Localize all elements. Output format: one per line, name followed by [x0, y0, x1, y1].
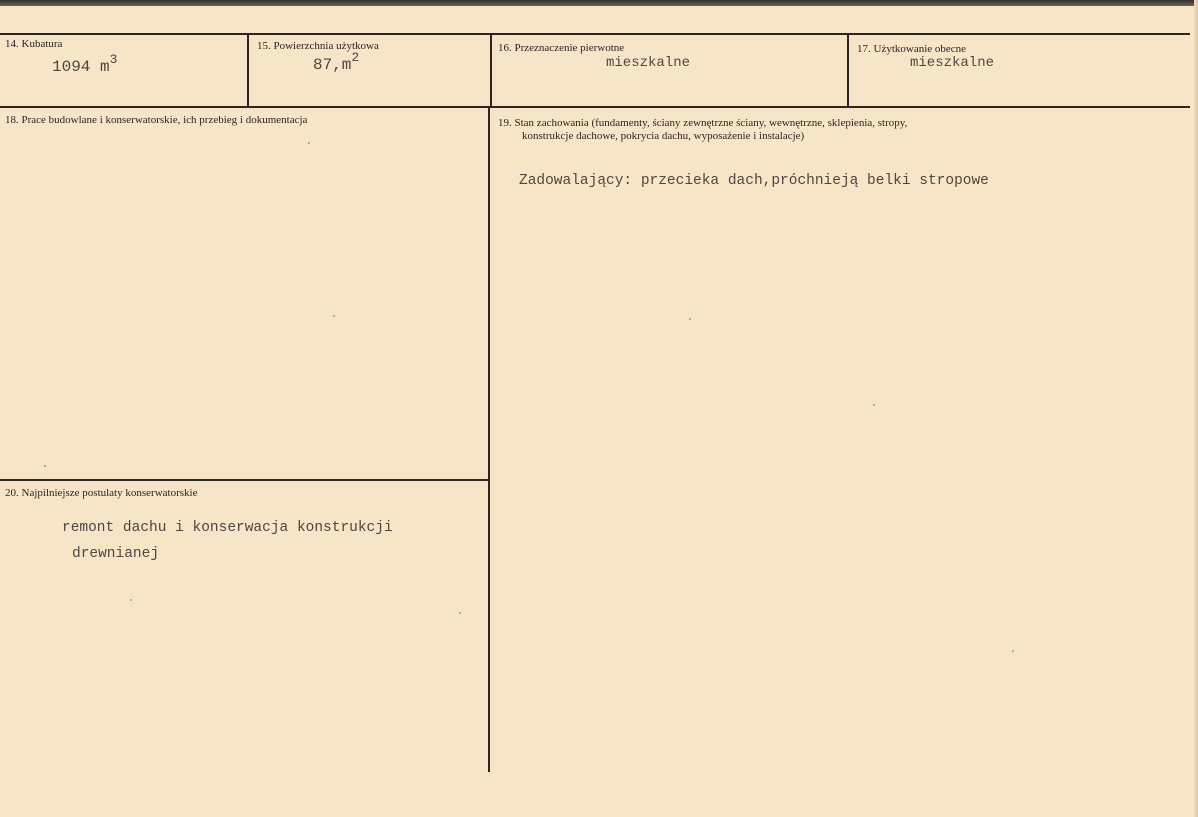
field-14-number: 1094 m	[52, 58, 110, 76]
field-17-label: 17. Użytkowanie obecne	[857, 43, 967, 55]
rule-divider-14-15	[247, 33, 249, 108]
field-14-value	[52, 52, 118, 76]
field-15-value	[313, 50, 360, 74]
scan-top-edge	[0, 0, 1198, 6]
field-14-label: 14. Kubatura	[5, 38, 63, 50]
paper-speck	[873, 404, 875, 406]
rule-row1-bottom	[0, 106, 1190, 108]
paper-speck	[459, 612, 461, 614]
field-20-label: 20. Najpilniejsze postulaty konserwatorskie	[5, 487, 198, 499]
scan-right-edge	[1194, 0, 1198, 817]
field-20-value-line1: remont dachu i konserwacja konstrukcji	[62, 520, 393, 536]
rule-divider-16-17	[847, 33, 849, 108]
rule-top	[0, 33, 1190, 35]
paper-speck	[44, 465, 46, 467]
field-19-value: Zadowalający: przecieka dach,próchnieją belki stropowe	[519, 173, 989, 189]
field-16-label: 16. Przeznaczenie pierwotne	[498, 42, 625, 54]
field-17-value: mieszkalne	[910, 55, 995, 71]
paper-speck	[308, 142, 310, 144]
paper-speck	[689, 318, 691, 320]
field-15-number: 87,m	[313, 56, 352, 74]
field-20-value-line2: drewnianej	[72, 546, 160, 562]
field-18-label: 18. Prace budowlane i konserwatorskie, ich przebieg i dokumentacja	[5, 114, 308, 126]
rule-divider-15-16	[490, 33, 492, 108]
rule-field18-bottom	[0, 479, 490, 481]
field-15-superscript: 2	[351, 50, 360, 65]
rule-main-vertical	[488, 106, 490, 772]
paper-speck	[1012, 650, 1014, 652]
field-19-label-line1: 19. Stan zachowania (fundamenty, ściany zewnętrzne ściany, wewnętrzne, sklepienia, stropy,	[498, 117, 908, 129]
field-15-label: 15. Powierzchnia użytkowa	[257, 40, 379, 52]
paper-speck	[333, 315, 335, 317]
field-14-superscript: 3	[109, 52, 118, 67]
field-19-label-line2: konstrukcje dachowe, pokrycia dachu, wyposażenie i instalacje)	[522, 130, 805, 142]
field-16-value: mieszkalne	[606, 55, 691, 71]
paper-speck	[130, 599, 132, 601]
